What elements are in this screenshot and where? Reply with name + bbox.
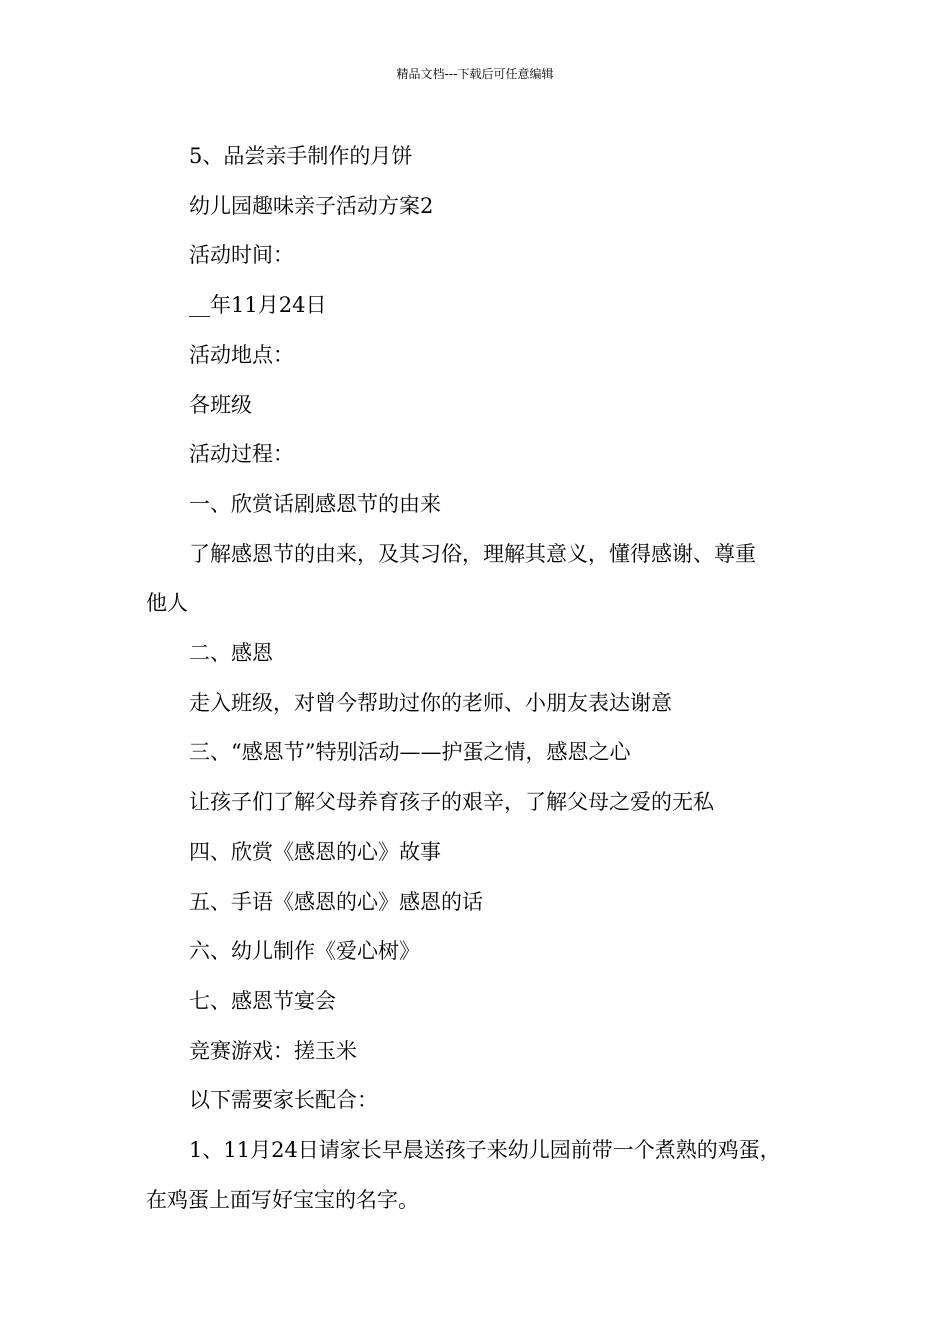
paragraph-parent-notice: 以下需要家长配合：: [189, 1088, 378, 1113]
paragraph-activity-date: __年11月24日: [189, 293, 327, 318]
paragraph-parent-item-1-line2: 在鸡蛋上面写好宝宝的名字。: [146, 1187, 419, 1212]
paragraph-step-7: 七、感恩节宴会: [189, 988, 336, 1013]
paragraph-step-6: 六、幼儿制作《爱心树》: [189, 939, 420, 964]
paragraph-step-1-detail-line2: 他人: [146, 591, 188, 616]
paragraph-activity-process-label: 活动过程：: [189, 442, 294, 467]
paragraph-step-2-detail: 走入班级，对曾今帮助过你的老师、小朋友表达谢意: [189, 690, 672, 715]
paragraph-step-1: 一、欣赏话剧感恩节的由来: [189, 491, 441, 516]
paragraph-step-1-detail-line1: 了解感恩节的由来，及其习俗，理解其意义，懂得感谢、尊重: [189, 541, 756, 566]
paragraph-activity-time-label: 活动时间：: [189, 243, 294, 268]
page-header: 精品文档---下载后可任意编辑: [396, 67, 554, 81]
paragraph-activity-location: 各班级: [189, 392, 252, 417]
paragraph-step-3-detail: 让孩子们了解父母养育孩子的艰辛，了解父母之爱的无私: [189, 790, 714, 815]
paragraph-1: 5、品尝亲手制作的月饼: [189, 144, 413, 168]
section-title: 幼儿园趣味亲子活动方案2: [189, 193, 434, 218]
paragraph-step-3: 三、“感恩节”特别活动——护蛋之情，感恩之心: [189, 740, 631, 765]
paragraph-step-5: 五、手语《感恩的心》感恩的话: [189, 889, 483, 914]
paragraph-step-4: 四、欣赏《感恩的心》故事: [189, 839, 441, 864]
document-body: [146, 132, 816, 1225]
paragraph-activity-location-label: 活动地点：: [189, 342, 294, 367]
paragraph-step-2: 二、感恩: [189, 641, 273, 666]
paragraph-parent-item-1-line1: 1、11月24日请家长早晨送孩子来幼儿园前带一个煮熟的鸡蛋，: [189, 1138, 781, 1163]
paragraph-game: 竞赛游戏：搓玉米: [189, 1038, 357, 1063]
